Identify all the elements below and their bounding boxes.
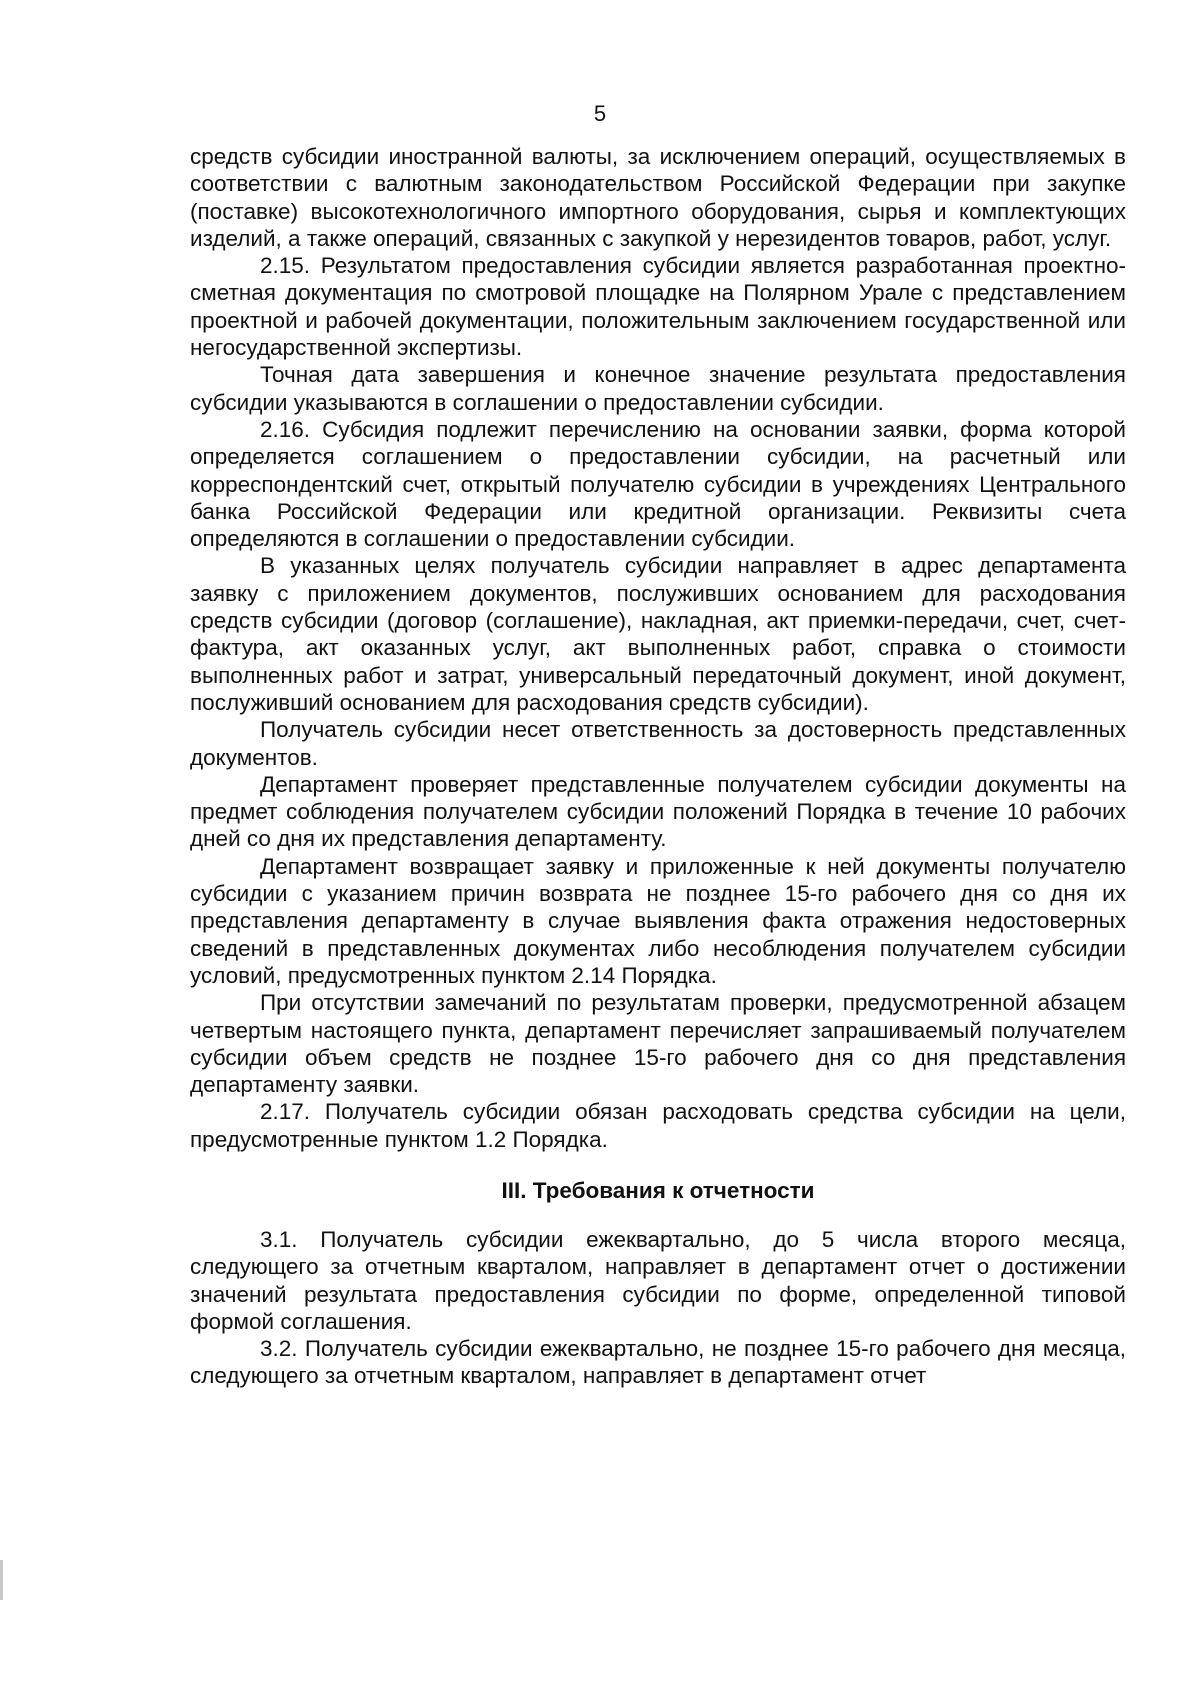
scan-edge-mark [0,1560,3,1600]
paragraph-2-15: 2.15. Результатом предоставления субсидии является разработанная проектно-сметная документация по смотровой площадке на Полярном Урале с представлением проектной и рабочей документации, положительным заключением государственной или негосударственной экспертизы. [190,253,1126,361]
page-number: 5 [593,101,607,126]
paragraph-2-17: 2.17. Получатель субсидии обязан расходовать средства субсидии на цели, предусмотренные пунктом 1.2 Порядка. [190,1099,1126,1152]
paragraph-result-date: Точная дата завершения и конечное значение результата предоставления субсидии указываются в соглашении о предоставлении субсидии. [190,362,1126,415]
paragraph-3-1: 3.1. Получатель субсидии ежеквартально, до 5 числа второго месяца, следующего за отчетным кварталом, направляет в департамент отчет о достижении значений результата предоставления субсидии по форме, определенной типовой формой соглашения. [190,1226,1126,1334]
paragraph-responsibility: Получатель субсидии несет ответственность за достоверность представленных документов. [190,717,1126,770]
paragraph-department-check: Департамент проверяет представленные получателем субсидии документы на предмет соблюдения получателем субсидии положений Порядка в течение 10 рабочих дней со дня их представления департаменту. [190,771,1126,852]
paragraph-3-2: 3.2. Получатель субсидии ежеквартально, не позднее 15-го рабочего дня месяца, следующего за отчетным кварталом, направляет в департамент отчет [190,1336,1126,1389]
paragraph-2-16: 2.16. Субсидия подлежит перечислению на основании заявки, форма которой определяется соглашением о предоставлении субсидии, на расчетный или корреспондентский счет, открытый получателю субсидии в учреждениях Центрального банка Российской Федерации или кредитной организации. Реквизиты счета определяются в соглашении о предоставлении субсидии. [190,416,1126,552]
paragraph-continuation: средств субсидии иностранной валюты, за исключением операций, осуществляемых в соответствии с валютным законодательством Российской Федерации при закупке (поставке) высокотехнологичного импортного оборудования, сырья и комплектующих изделий, а также операций, связанных с закупкой у нерезидентов товаров, работ, услуг. [190,144,1126,251]
paragraph-application-documents: В указанных целях получатель субсидии направляет в адрес департамента заявку с приложением документов, послуживших основанием для расходования средств субсидии (договор (соглашение), накладная, акт приемки-передачи, счет, счет-фактура, акт оказанных услуг, акт выполненных работ, справка о стоимости выполненных работ и затрат, универсальный передаточный документ, иной документ, послуживший основанием для расходования средств субсидии). [190,553,1126,715]
document-body [190,143,1126,1390]
section-heading: III. Требования к отчетности [501,1177,815,1203]
paragraph-transfer: При отсутствии замечаний по результатам проверки, предусмотренной абзацем четвертым настоящего пункта, департамент перечисляет запрашиваемый получателем субсидии объем средств не позднее 15-го рабочего дня со дня представления департаменту заявки. [190,990,1126,1098]
paragraph-department-return: Департамент возвращает заявку и приложенные к ней документы получателю субсидии с указанием причин возврата не позднее 15-го рабочего дня со дня их представления департаменту в случае выявления факта отражения недостоверных сведений в представленных документах либо несоблюдения получателем субсидии условий, предусмотренных пунктом 2.14 Порядка. [190,853,1126,988]
